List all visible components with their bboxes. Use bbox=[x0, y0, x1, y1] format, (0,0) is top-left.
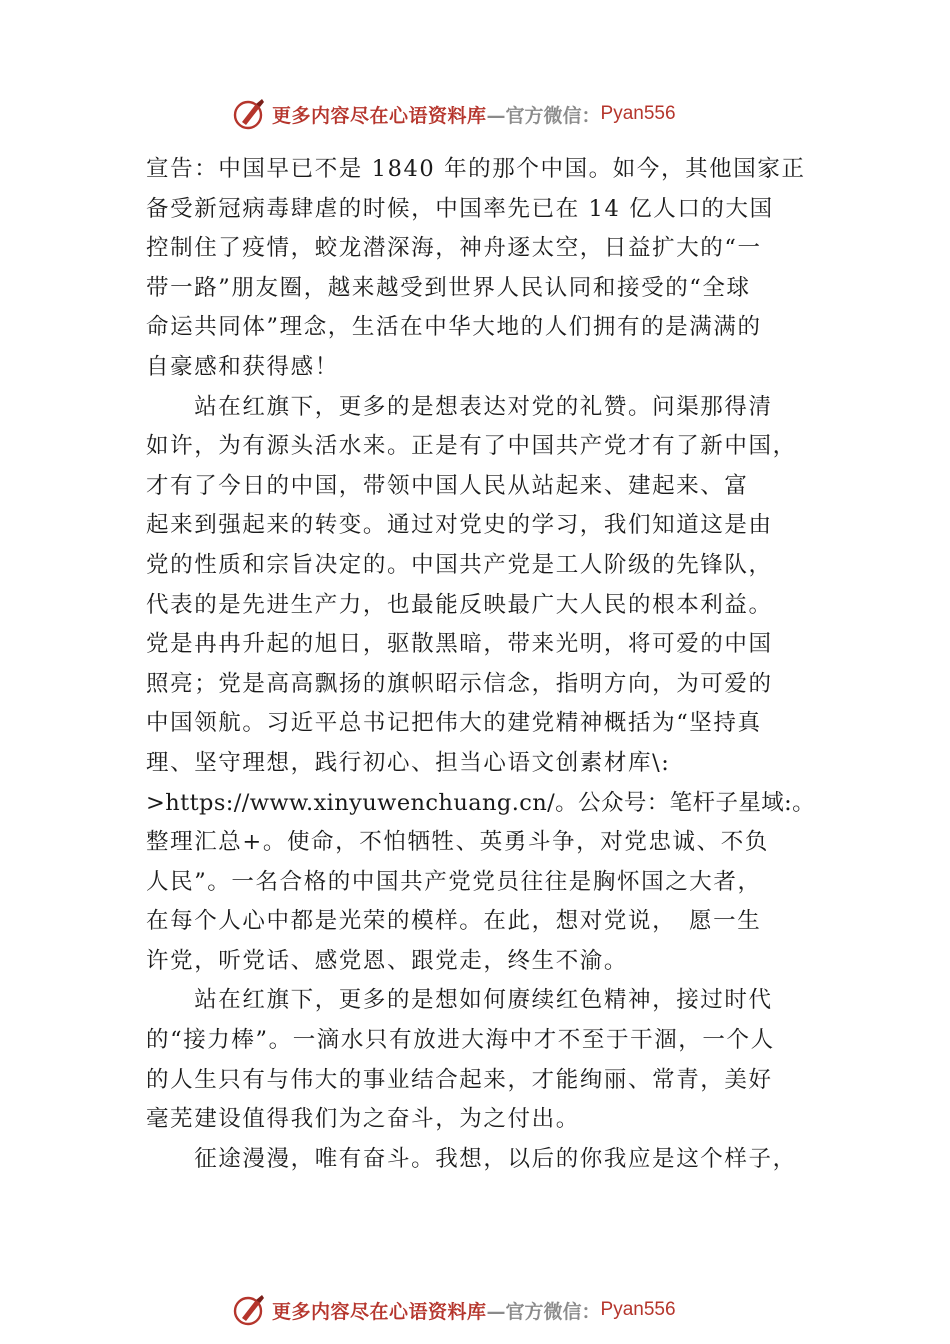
text-line: 理、坚守理想，践行初心、担当心语文创素材库\: bbox=[146, 749, 671, 776]
text-line: 备受新冠病毒肆虐的时候，中国率先已在 14 亿人口的大国 bbox=[146, 195, 774, 222]
document-body bbox=[146, 150, 836, 1179]
text-line: 自豪感和获得感！ bbox=[146, 353, 339, 380]
footer-banner bbox=[232, 1290, 676, 1330]
pen-logo-icon bbox=[232, 96, 268, 132]
footer-brand-text: 更多内容尽在心语资料库 bbox=[272, 1300, 487, 1323]
text-line: 站在红旗下，更多的是想如何赓续红色精神，接过时代 bbox=[146, 987, 773, 1014]
text-line: 带一路”朋友圈，越来越受到世界人民认同和接受的“全球 bbox=[146, 274, 751, 301]
text-line: 照亮；党是高高飘扬的旗帜昭示信念，指明方向，为可爱的 bbox=[146, 670, 773, 697]
text-line: 命运共同体”理念，生活在中华大地的人们拥有的是满满的 bbox=[146, 314, 762, 341]
text-line: 的“接力棒”。一滴水只有放进大海中才不至于干涸，一个人 bbox=[146, 1027, 775, 1054]
text-line: 许党，听党话、感党恩、跟党走，终生不渝。 bbox=[146, 947, 629, 974]
text-line: 起来到强起来的转变。通过对党史的学习，我们知道这是由 bbox=[146, 512, 773, 539]
footer-wechat-id: Pyan556 bbox=[600, 1299, 676, 1320]
header-brand-text: 更多内容尽在心语资料库 bbox=[272, 104, 487, 127]
text-line: 才有了今日的中国，带领中国人民从站起来、建起来、富 bbox=[146, 472, 749, 499]
text-line: 站在红旗下，更多的是想表达对党的礼赞。问渠那得清 bbox=[146, 393, 773, 420]
footer-label-text: —官方微信： bbox=[486, 1300, 601, 1323]
header-label-text: —官方微信： bbox=[486, 104, 601, 127]
text-line: 中国领航。习近平总书记把伟大的建党精神概括为“坚持真 bbox=[146, 710, 762, 737]
text-line: 党的性质和宗旨决定的。中国共产党是工人阶级的先锋队， bbox=[146, 551, 773, 578]
text-line-url: >https://www.xinyuwenchuang.cn/。公众号：笔杆子星域:。 bbox=[146, 789, 816, 816]
pen-logo-icon bbox=[232, 1292, 268, 1328]
text-line: 如许，为有源头活水来。正是有了中国共产党才有了新中国， bbox=[146, 433, 797, 460]
text-line: 控制住了疫情，蛟龙潜深海，神舟逐太空，日益扩大的“一 bbox=[146, 235, 762, 262]
header-wechat-id: Pyan556 bbox=[600, 103, 676, 124]
text-line: 的人生只有与伟大的事业结合起来，才能绚丽、常青，美好 bbox=[146, 1066, 773, 1093]
text-line: 毫芜建设值得我们为之奋斗，为之付出。 bbox=[146, 1106, 580, 1133]
text-line: 人民”。一名合格的中国共产党党员往往是胸怀国之大者， bbox=[146, 868, 762, 895]
text-line: 党是冉冉升起的旭日，驱散黑暗，带来光明，将可爱的中国 bbox=[146, 631, 773, 658]
text-line: 在每个人心中都是光荣的模样。在此，想对党说， 愿一生 bbox=[146, 908, 762, 935]
text-line: 征途漫漫，唯有奋斗。我想，以后的你我应是这个样子， bbox=[146, 1145, 797, 1172]
text-line: 整理汇总+。使命，不怕牺牲、英勇斗争，对党忠诚、不负 bbox=[146, 829, 769, 856]
text-line: 代表的是先进生产力，也最能反映最广大人民的根本利益。 bbox=[146, 591, 773, 618]
text-line: 宣告：中国早已不是 1840 年的那个中国。如今，其他国家正 bbox=[146, 156, 806, 182]
header-banner bbox=[232, 94, 676, 134]
